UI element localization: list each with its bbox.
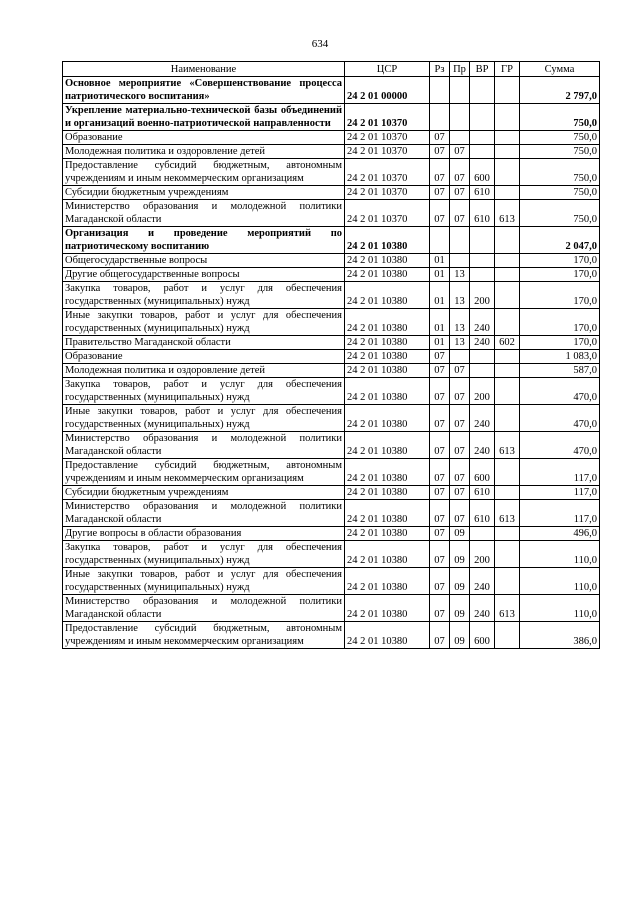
cell-gr	[495, 622, 520, 649]
cell-name: Министерство образования и молодежной политики Магаданской области	[63, 432, 345, 459]
cell-sum: 170,0	[520, 282, 600, 309]
cell-pr: 09	[450, 541, 470, 568]
cell-vr: 240	[470, 432, 495, 459]
cell-name: Закупка товаров, работ и услуг для обеспечения государственных (муниципальных) нужд	[63, 378, 345, 405]
cell-pr: 13	[450, 336, 470, 350]
cell-pr	[450, 254, 470, 268]
table-row	[63, 527, 600, 541]
cell-rz: 07	[430, 527, 450, 541]
table-row	[63, 568, 600, 595]
cell-rz: 07	[430, 131, 450, 145]
cell-name: Иные закупки товаров, работ и услуг для обеспечения государственных (муниципальных) нужд	[63, 309, 345, 336]
cell-gr	[495, 459, 520, 486]
cell-sum: 750,0	[520, 145, 600, 159]
table-row	[63, 227, 600, 254]
cell-pr: 07	[450, 378, 470, 405]
cell-sum: 750,0	[520, 186, 600, 200]
cell-pr: 09	[450, 595, 470, 622]
cell-name: Иные закупки товаров, работ и услуг для обеспечения государственных (муниципальных) нужд	[63, 568, 345, 595]
cell-vr: 240	[470, 336, 495, 350]
cell-vr: 240	[470, 405, 495, 432]
cell-rz: 01	[430, 254, 450, 268]
table-row	[63, 309, 600, 336]
cell-csr: 24 2 01 10380	[345, 486, 430, 500]
cell-name: Другие общегосударственные вопросы	[63, 268, 345, 282]
cell-rz: 07	[430, 405, 450, 432]
cell-csr: 24 2 01 10380	[345, 459, 430, 486]
cell-name: Субсидии бюджетным учреждениям	[63, 186, 345, 200]
cell-pr: 07	[450, 500, 470, 527]
table-row	[63, 350, 600, 364]
table-body	[63, 77, 600, 649]
cell-gr: 602	[495, 336, 520, 350]
cell-vr	[470, 145, 495, 159]
cell-vr	[470, 268, 495, 282]
cell-gr	[495, 131, 520, 145]
cell-pr: 07	[450, 159, 470, 186]
cell-sum: 170,0	[520, 309, 600, 336]
table-row	[63, 77, 600, 104]
cell-vr: 610	[470, 186, 495, 200]
cell-rz: 07	[430, 186, 450, 200]
cell-csr: 24 2 01 10380	[345, 500, 430, 527]
table-row	[63, 432, 600, 459]
cell-csr: 24 2 01 10380	[345, 268, 430, 282]
cell-csr: 24 2 01 10370	[345, 200, 430, 227]
cell-vr: 240	[470, 309, 495, 336]
cell-vr: 240	[470, 595, 495, 622]
cell-gr	[495, 527, 520, 541]
header-csr: ЦСР	[345, 62, 430, 77]
cell-pr: 07	[450, 186, 470, 200]
cell-sum: 117,0	[520, 459, 600, 486]
cell-gr: 613	[495, 595, 520, 622]
cell-gr	[495, 254, 520, 268]
cell-rz: 07	[430, 500, 450, 527]
cell-sum: 110,0	[520, 595, 600, 622]
cell-sum: 170,0	[520, 268, 600, 282]
cell-csr: 24 2 01 10370	[345, 186, 430, 200]
header-rz: Рз	[430, 62, 450, 77]
cell-vr: 200	[470, 541, 495, 568]
cell-csr: 24 2 01 10380	[345, 568, 430, 595]
cell-name: Образование	[63, 131, 345, 145]
cell-rz: 07	[430, 378, 450, 405]
table-row	[63, 145, 600, 159]
cell-gr	[495, 186, 520, 200]
table-row	[63, 104, 600, 131]
cell-gr	[495, 77, 520, 104]
table-header-row	[63, 62, 600, 77]
cell-gr: 613	[495, 432, 520, 459]
cell-sum: 117,0	[520, 500, 600, 527]
cell-name: Молодежная политика и оздоровление детей	[63, 364, 345, 378]
cell-csr: 24 2 01 00000	[345, 77, 430, 104]
cell-pr: 13	[450, 268, 470, 282]
cell-gr	[495, 568, 520, 595]
cell-name: Министерство образования и молодежной политики Магаданской области	[63, 200, 345, 227]
cell-name: Министерство образования и молодежной политики Магаданской области	[63, 595, 345, 622]
cell-name: Иные закупки товаров, работ и услуг для обеспечения государственных (муниципальных) нужд	[63, 405, 345, 432]
table-row	[63, 595, 600, 622]
cell-vr	[470, 227, 495, 254]
cell-rz: 07	[430, 459, 450, 486]
cell-gr	[495, 227, 520, 254]
cell-vr: 240	[470, 568, 495, 595]
table-row	[63, 364, 600, 378]
table-row	[63, 186, 600, 200]
cell-pr: 07	[450, 486, 470, 500]
cell-vr	[470, 104, 495, 131]
header-name: Наименование	[63, 62, 345, 77]
cell-name: Образование	[63, 350, 345, 364]
cell-rz: 01	[430, 268, 450, 282]
cell-vr: 610	[470, 200, 495, 227]
cell-sum: 170,0	[520, 254, 600, 268]
table-row	[63, 282, 600, 309]
cell-name: Правительство Магаданской области	[63, 336, 345, 350]
table-row	[63, 336, 600, 350]
cell-sum: 750,0	[520, 131, 600, 145]
cell-sum: 2 797,0	[520, 77, 600, 104]
cell-csr: 24 2 01 10370	[345, 104, 430, 131]
cell-rz: 07	[430, 595, 450, 622]
cell-vr	[470, 350, 495, 364]
cell-gr	[495, 268, 520, 282]
table-row	[63, 622, 600, 649]
cell-rz: 07	[430, 568, 450, 595]
cell-sum: 2 047,0	[520, 227, 600, 254]
cell-csr: 24 2 01 10380	[345, 432, 430, 459]
cell-vr	[470, 77, 495, 104]
cell-pr: 13	[450, 309, 470, 336]
cell-name: Организация и проведение мероприятий по патриотическому воспитанию	[63, 227, 345, 254]
cell-pr: 07	[450, 432, 470, 459]
cell-csr: 24 2 01 10380	[345, 378, 430, 405]
cell-gr	[495, 104, 520, 131]
cell-sum: 470,0	[520, 378, 600, 405]
cell-pr: 07	[450, 364, 470, 378]
cell-vr: 200	[470, 378, 495, 405]
cell-sum: 386,0	[520, 622, 600, 649]
cell-rz: 07	[430, 486, 450, 500]
cell-rz: 07	[430, 364, 450, 378]
cell-csr: 24 2 01 10370	[345, 159, 430, 186]
table-row	[63, 405, 600, 432]
table-row	[63, 254, 600, 268]
cell-gr	[495, 405, 520, 432]
cell-name: Предоставление субсидий бюджетным, автономным учреждениям и иным некоммерческим организациям	[63, 459, 345, 486]
cell-pr: 07	[450, 459, 470, 486]
cell-csr: 24 2 01 10380	[345, 364, 430, 378]
cell-gr: 613	[495, 500, 520, 527]
cell-pr	[450, 350, 470, 364]
table-row	[63, 486, 600, 500]
cell-name: Закупка товаров, работ и услуг для обеспечения государственных (муниципальных) нужд	[63, 541, 345, 568]
cell-pr: 09	[450, 527, 470, 541]
cell-csr: 24 2 01 10380	[345, 350, 430, 364]
cell-sum: 1 083,0	[520, 350, 600, 364]
cell-sum: 750,0	[520, 200, 600, 227]
cell-pr	[450, 104, 470, 131]
cell-gr: 613	[495, 200, 520, 227]
cell-rz: 07	[430, 200, 450, 227]
cell-gr	[495, 350, 520, 364]
cell-name: Закупка товаров, работ и услуг для обеспечения государственных (муниципальных) нужд	[63, 282, 345, 309]
cell-vr	[470, 254, 495, 268]
cell-name: Другие вопросы в области образования	[63, 527, 345, 541]
cell-sum: 587,0	[520, 364, 600, 378]
table-row	[63, 268, 600, 282]
cell-csr: 24 2 01 10370	[345, 131, 430, 145]
cell-gr	[495, 309, 520, 336]
table-row	[63, 541, 600, 568]
cell-csr: 24 2 01 10380	[345, 309, 430, 336]
cell-rz: 07	[430, 159, 450, 186]
table-row	[63, 459, 600, 486]
cell-csr: 24 2 01 10380	[345, 336, 430, 350]
cell-sum: 470,0	[520, 405, 600, 432]
cell-sum: 496,0	[520, 527, 600, 541]
budget-table	[62, 61, 600, 649]
cell-sum: 110,0	[520, 541, 600, 568]
cell-rz: 01	[430, 309, 450, 336]
cell-pr: 13	[450, 282, 470, 309]
cell-pr: 07	[450, 405, 470, 432]
page-number: 634	[311, 38, 329, 50]
cell-vr: 600	[470, 159, 495, 186]
cell-rz: 07	[430, 145, 450, 159]
cell-sum: 470,0	[520, 432, 600, 459]
cell-rz	[430, 104, 450, 131]
header-pr: Пр	[450, 62, 470, 77]
cell-sum: 117,0	[520, 486, 600, 500]
table-row	[63, 200, 600, 227]
cell-rz: 07	[430, 541, 450, 568]
cell-sum: 750,0	[520, 159, 600, 186]
cell-gr	[495, 378, 520, 405]
cell-gr	[495, 486, 520, 500]
cell-vr	[470, 364, 495, 378]
cell-vr	[470, 131, 495, 145]
cell-csr: 24 2 01 10380	[345, 282, 430, 309]
table-row	[63, 131, 600, 145]
cell-vr: 200	[470, 282, 495, 309]
cell-csr: 24 2 01 10380	[345, 254, 430, 268]
cell-gr	[495, 159, 520, 186]
cell-gr	[495, 364, 520, 378]
cell-vr	[470, 527, 495, 541]
cell-pr	[450, 77, 470, 104]
cell-pr: 09	[450, 568, 470, 595]
cell-vr: 600	[470, 622, 495, 649]
header-sum: Сумма	[520, 62, 600, 77]
cell-csr: 24 2 01 10380	[345, 227, 430, 254]
cell-vr: 610	[470, 486, 495, 500]
cell-name: Общегосударственные вопросы	[63, 254, 345, 268]
cell-pr: 07	[450, 145, 470, 159]
cell-rz: 07	[430, 350, 450, 364]
cell-name: Предоставление субсидий бюджетным, автономным учреждениям и иным некоммерческим организациям	[63, 159, 345, 186]
table-row	[63, 378, 600, 405]
cell-csr: 24 2 01 10380	[345, 622, 430, 649]
header-gr: ГР	[495, 62, 520, 77]
cell-rz: 01	[430, 336, 450, 350]
cell-gr	[495, 282, 520, 309]
cell-vr: 600	[470, 459, 495, 486]
cell-name: Молодежная политика и оздоровление детей	[63, 145, 345, 159]
cell-pr: 07	[450, 200, 470, 227]
cell-gr	[495, 541, 520, 568]
cell-name: Укрепление материально-технической базы объединений и организаций военно-патриотической направленности	[63, 104, 345, 131]
cell-csr: 24 2 01 10370	[345, 145, 430, 159]
cell-vr: 610	[470, 500, 495, 527]
cell-csr: 24 2 01 10380	[345, 595, 430, 622]
cell-rz: 01	[430, 282, 450, 309]
table-row	[63, 159, 600, 186]
cell-pr: 09	[450, 622, 470, 649]
cell-pr	[450, 131, 470, 145]
cell-rz: 07	[430, 432, 450, 459]
cell-csr: 24 2 01 10380	[345, 405, 430, 432]
cell-sum: 110,0	[520, 568, 600, 595]
cell-name: Субсидии бюджетным учреждениям	[63, 486, 345, 500]
cell-name: Основное мероприятие «Совершенствование процесса патриотического воспитания»	[63, 77, 345, 104]
cell-gr	[495, 145, 520, 159]
header-vr: ВР	[470, 62, 495, 77]
cell-name: Министерство образования и молодежной политики Магаданской области	[63, 500, 345, 527]
cell-rz	[430, 227, 450, 254]
cell-name: Предоставление субсидий бюджетным, автономным учреждениям и иным некоммерческим организациям	[63, 622, 345, 649]
cell-rz: 07	[430, 622, 450, 649]
cell-pr	[450, 227, 470, 254]
cell-csr: 24 2 01 10380	[345, 527, 430, 541]
table-row	[63, 500, 600, 527]
cell-sum: 750,0	[520, 104, 600, 131]
cell-csr: 24 2 01 10380	[345, 541, 430, 568]
cell-sum: 170,0	[520, 336, 600, 350]
cell-rz	[430, 77, 450, 104]
